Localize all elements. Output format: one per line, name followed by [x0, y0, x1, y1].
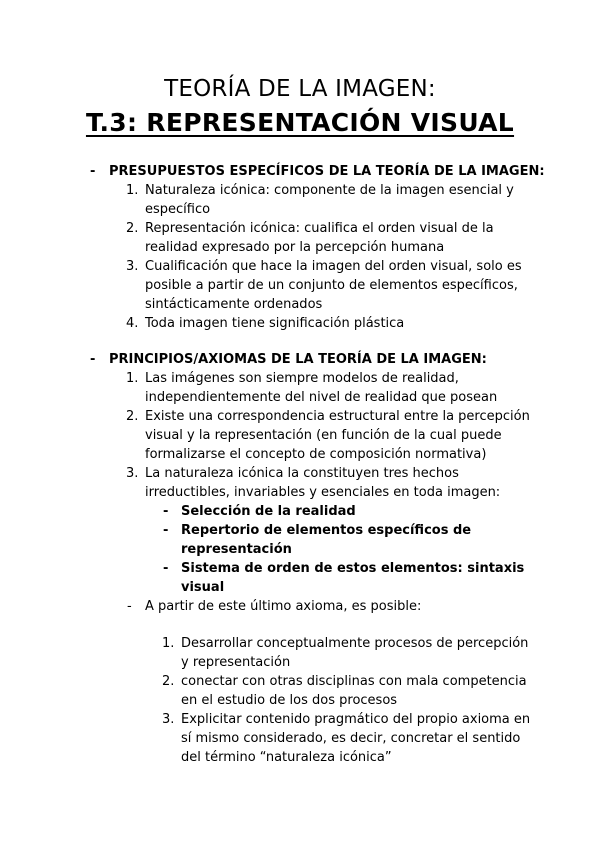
list-item-text: independientemente del nivel de realidad que posean: [145, 390, 498, 405]
section2-bullet: -: [90, 352, 96, 367]
list-item-text: realidad expresado por la percepción humana: [145, 240, 445, 255]
list-bullet: -: [127, 599, 132, 614]
list-item-text: Representación icónica: cualifica el orden visual de la: [145, 221, 494, 236]
list-item-text: en el estudio de los dos procesos: [181, 693, 398, 708]
section2-heading: PRINCIPIOS/AXIOMAS DE LA TEORÍA DE LA IMAGEN:: [109, 352, 487, 367]
list-item-text: posible a partir de un conjunto de elementos específicos,: [145, 278, 518, 293]
list-item-text: formalizarse el concepto de composición normativa): [145, 447, 487, 462]
list-item-text: Naturaleza icónica: componente de la imagen esencial y: [145, 183, 514, 198]
list-item-text: La naturaleza icónica la constituyen tres hechos: [145, 466, 459, 481]
list-item-text: específico: [145, 202, 211, 217]
list-item-text: sí mismo considerado, es decir, concretar el sentido: [181, 731, 521, 746]
list-item-number: 1.: [126, 371, 139, 386]
sub-bullet: -: [163, 561, 169, 576]
list-item-text: Existe una correspondencia estructural entre la percepción: [145, 409, 530, 424]
section1-heading: PRESUPUESTOS ESPECÍFICOS DE LA TEORÍA DE LA IMAGEN:: [109, 164, 545, 179]
page-title: TEORÍA DE LA IMAGEN:: [164, 76, 436, 102]
list-item-text: irreductibles, invariables y esenciales en toda imagen:: [145, 485, 501, 500]
list-item-number: 4.: [126, 316, 139, 331]
sub-bullet: -: [163, 504, 169, 519]
list-item-text: A partir de este último axioma, es posible:: [145, 599, 422, 614]
list-item-text: visual y la representación (en función de la cual puede: [145, 428, 502, 443]
list-item-number: 1.: [126, 183, 139, 198]
sub-item-text: Repertorio de elementos específicos de: [181, 523, 472, 538]
list-item-text: conectar con otras disciplinas con mala competencia: [181, 674, 527, 689]
list-item-number: 2.: [126, 409, 139, 424]
list-item-text: Toda imagen tiene significación plástica: [145, 316, 405, 331]
list-item-number: 1.: [162, 636, 175, 651]
sub-item-text: Sistema de orden de estos elementos: sintaxis: [181, 561, 525, 576]
list-item-number: 3.: [126, 466, 139, 481]
sub-item-text: visual: [181, 580, 225, 595]
list-item-text: sintácticamente ordenados: [145, 297, 323, 312]
section1-bullet: -: [90, 164, 96, 179]
list-item-text: y representación: [181, 655, 291, 670]
list-item-text: Explicitar contenido pragmático del propio axioma en: [181, 712, 531, 727]
list-item-text: Desarrollar conceptualmente procesos de percepción: [181, 636, 529, 651]
page-subtitle: T.3: REPRESENTACIÓN VISUAL: [85, 108, 515, 137]
sub-bullet: -: [163, 523, 169, 538]
sub-item-text: representación: [181, 542, 292, 557]
list-item-number: 2.: [162, 674, 175, 689]
sub-item-text: Selección de la realidad: [181, 504, 356, 519]
list-item-number: 2.: [126, 221, 139, 236]
list-item-text: Cualificación que hace la imagen del orden visual, solo es: [145, 259, 522, 274]
list-item-number: 3.: [162, 712, 175, 727]
list-item-number: 3.: [126, 259, 139, 274]
list-item-text: del término “naturaleza icónica”: [181, 750, 392, 765]
list-item-text: Las imágenes son siempre modelos de realidad,: [145, 371, 459, 386]
